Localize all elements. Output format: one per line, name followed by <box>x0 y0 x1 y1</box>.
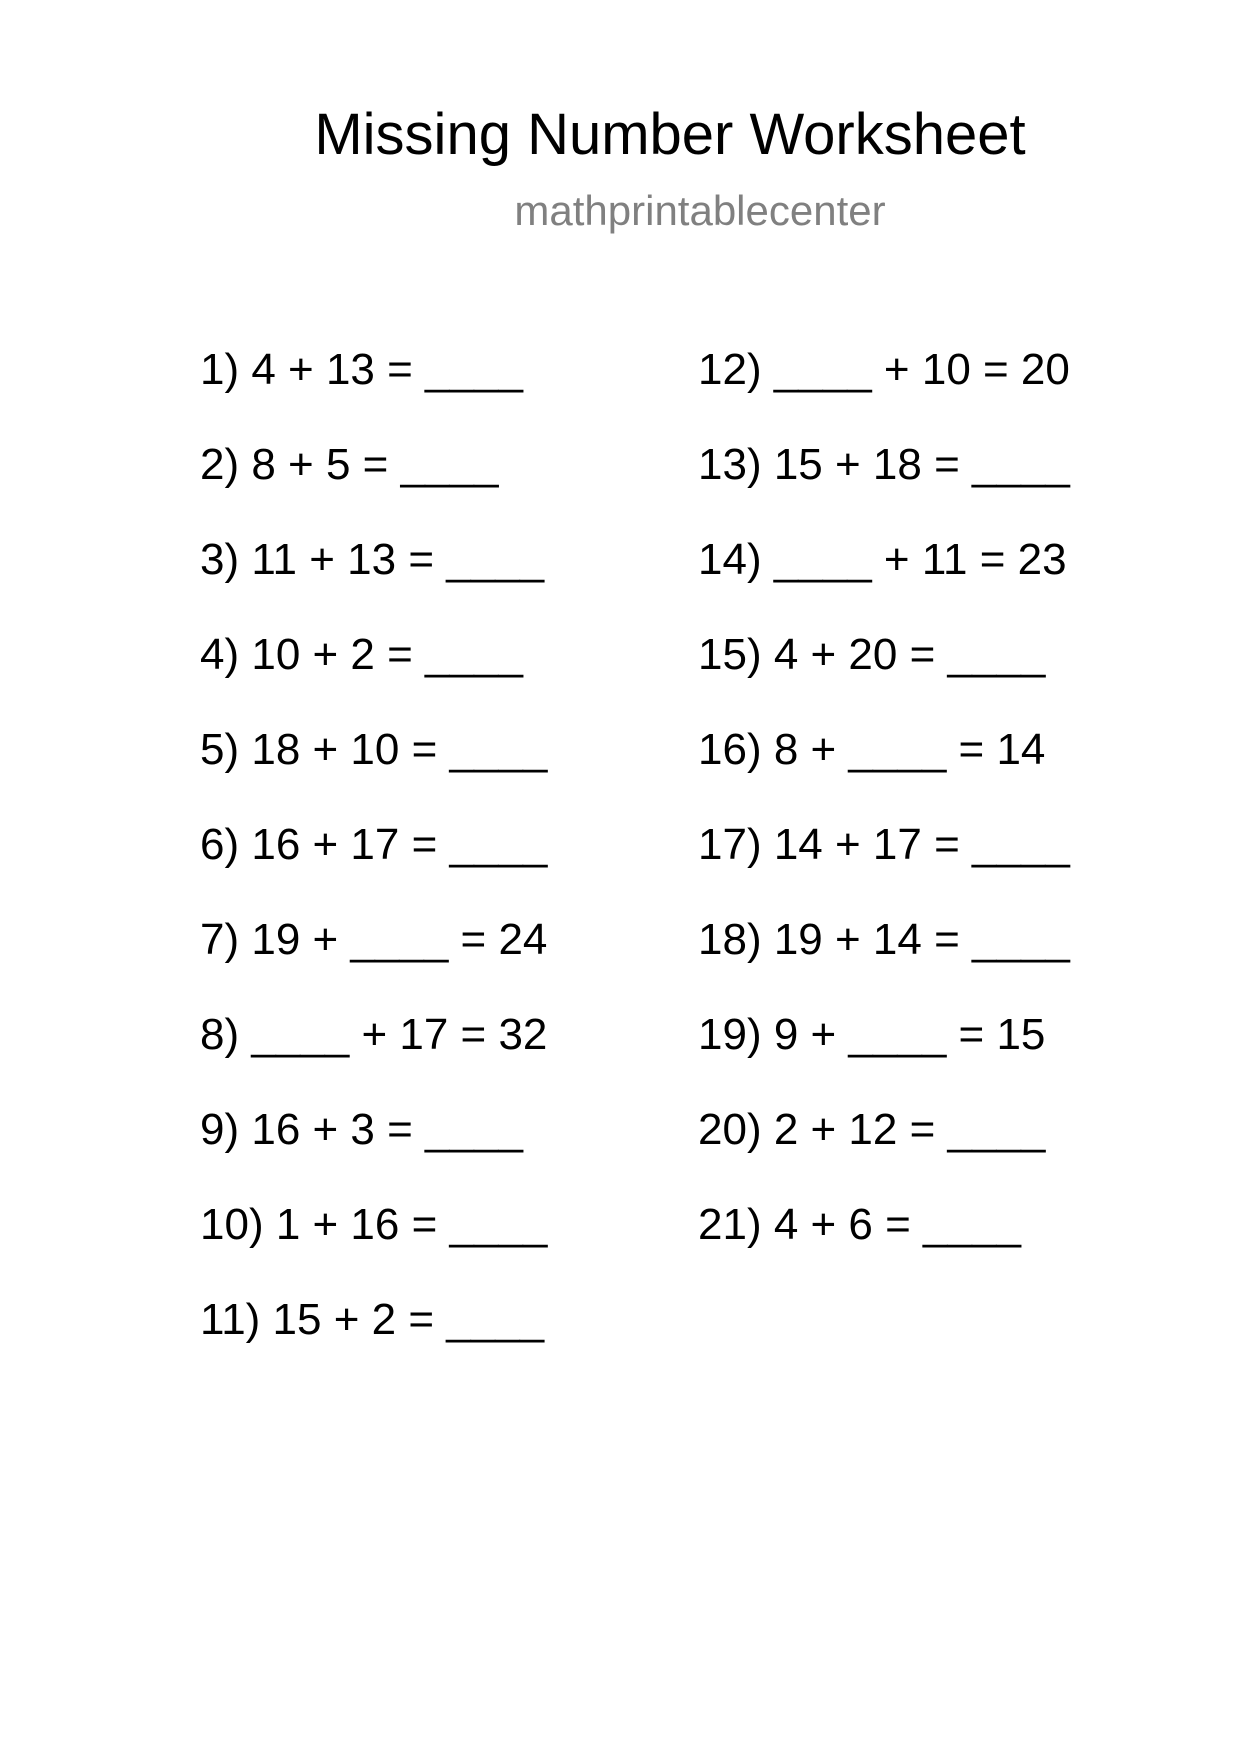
problem-item: 5) 18 + 10 = ____ <box>200 725 548 774</box>
page-title: Missing Number Worksheet <box>314 102 1026 167</box>
problem-item: 20) 2 + 12 = ____ <box>698 1105 1046 1154</box>
problem-item: 4) 10 + 2 = ____ <box>200 630 523 679</box>
problem-item: 6) 16 + 17 = ____ <box>200 820 548 869</box>
problem-item: 2) 8 + 5 = ____ <box>200 440 499 489</box>
problem-item: 19) 9 + ____ = 15 <box>698 1010 1046 1059</box>
problem-item: 9) 16 + 3 = ____ <box>200 1105 523 1154</box>
problem-item: 15) 4 + 20 = ____ <box>698 630 1046 679</box>
problem-item: 17) 14 + 17 = ____ <box>698 820 1070 869</box>
problem-item: 3) 11 + 13 = ____ <box>200 535 545 584</box>
problem-item: 11) 15 + 2 = ____ <box>200 1295 545 1344</box>
page-subtitle: mathprintablecenter <box>514 187 886 234</box>
problem-item: 18) 19 + 14 = ____ <box>698 915 1070 964</box>
problem-item: 14) ____ + 11 = 23 <box>698 535 1067 584</box>
problem-column-right <box>698 345 1070 1295</box>
problem-item: 1) 4 + 13 = ____ <box>200 345 523 394</box>
problem-item: 21) 4 + 6 = ____ <box>698 1200 1021 1249</box>
problem-column-left <box>200 345 547 1390</box>
problem-item: 13) 15 + 18 = ____ <box>698 440 1070 489</box>
problem-item: 12) ____ + 10 = 20 <box>698 345 1070 394</box>
problem-item: 16) 8 + ____ = 14 <box>698 725 1046 774</box>
problem-item: 10) 1 + 16 = ____ <box>200 1200 548 1249</box>
problem-item: 8) ____ + 17 = 32 <box>200 1010 548 1059</box>
problem-item: 7) 19 + ____ = 24 <box>200 915 548 964</box>
